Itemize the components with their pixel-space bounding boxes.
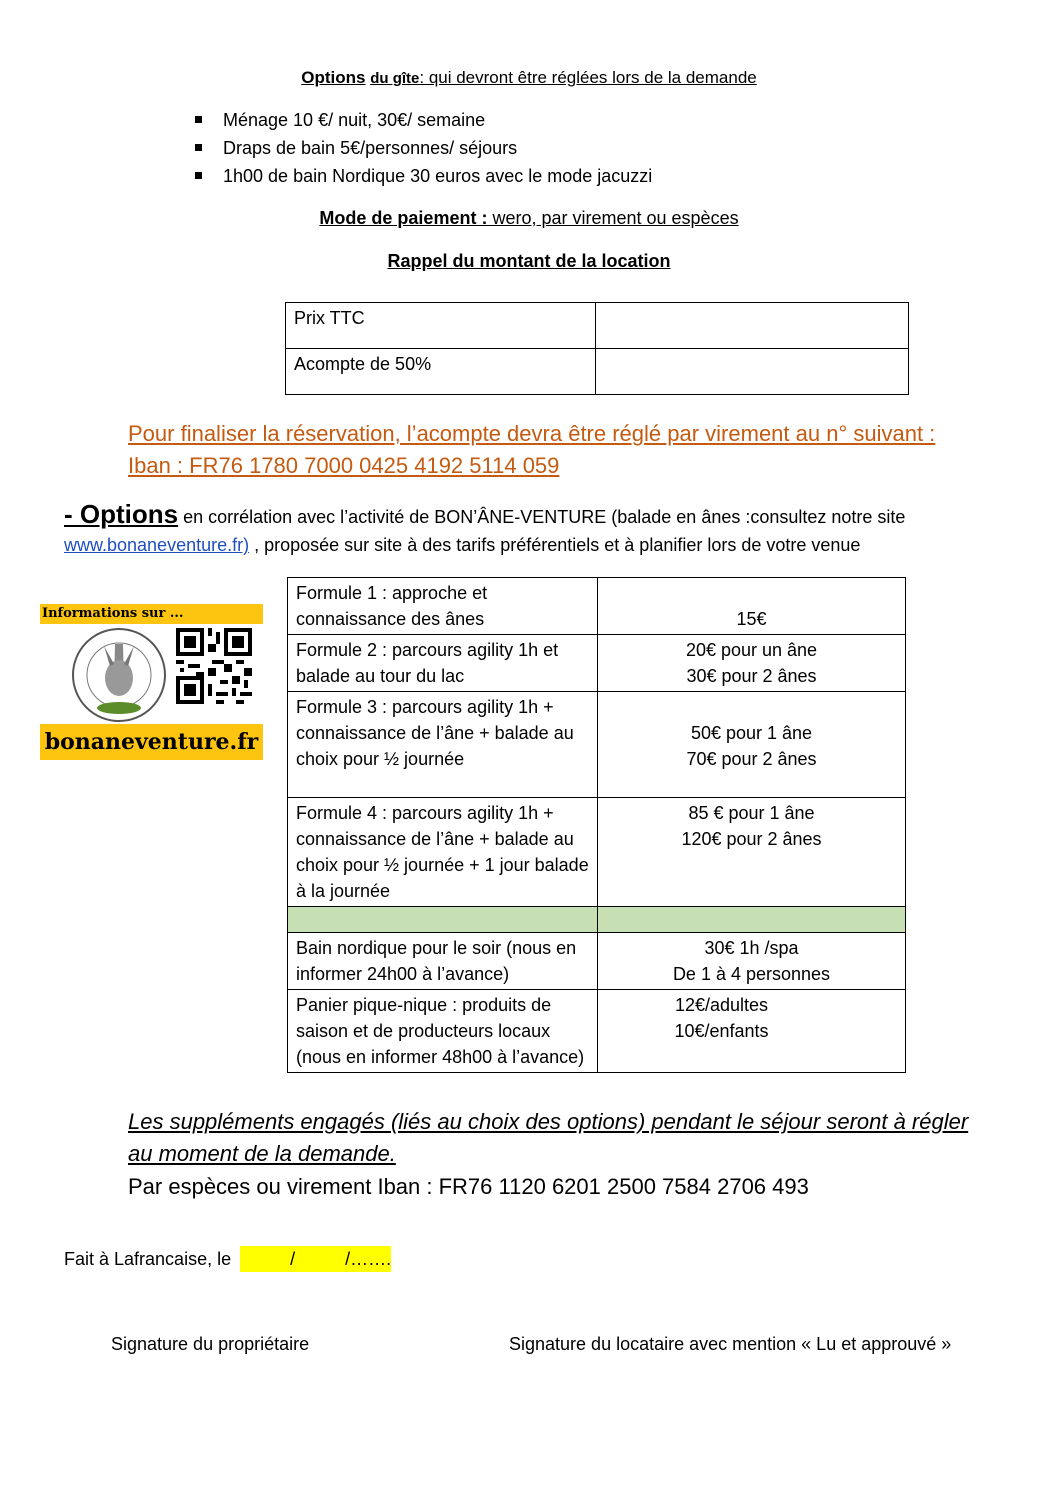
table-row (286, 349, 909, 395)
date-label: Fait à Lafrancaise, le (64, 1249, 232, 1269)
gite-options-title (0, 66, 1058, 91)
supplements-line2: au moment de la demande. (128, 1141, 396, 1166)
formula-price (598, 990, 906, 1073)
activity-text1: en corrélation avec l’activité de BON’ÂNE-VENTURE (balade en ânes :consultez notre site (178, 507, 906, 527)
donkey-emblem-icon (64, 626, 174, 724)
reminder-value (596, 349, 909, 395)
formula-price (598, 635, 906, 692)
payment-label: Mode de paiement : (319, 208, 488, 228)
formula-label: Bain nordique pour le soir (nous en informer 24h00 à l’avance) (288, 933, 598, 990)
formula-label: Formule 4 : parcours agility 1h + connaissance de l’âne + balade au choix pour ½ journée + 1 jour balade à la journée (288, 798, 598, 907)
formula-label: Formule 1 : approche et connaissance des ânes (288, 578, 598, 635)
formula-price (598, 798, 906, 907)
price-line: 50€ pour 1 âne (690, 723, 813, 743)
formula-price (598, 933, 906, 990)
reminder-value (596, 303, 909, 349)
reminder-label: Prix TTC (286, 303, 596, 349)
gite-options-subtitle: : qui devront être réglées lors de la demande (419, 68, 757, 87)
supplements-line3: Par espèces ou virement Iban : FR76 1120 6201 2500 7584 2706 493 (128, 1174, 809, 1199)
formula-price (598, 578, 906, 635)
finalize-line1: Pour finaliser la réservation, l’acompte devra être réglé par virement au n° suivant : (128, 421, 936, 446)
separator-cell (598, 907, 906, 933)
formula-label: Formule 3 : parcours agility 1h + connaissance de l’âne + balade au choix pour ½ journée (288, 692, 598, 798)
logo-bottom-banner: bonaneventure.fr (40, 724, 263, 760)
finalize-line2: Iban : FR76 1780 7000 0425 4192 5114 059 (128, 453, 560, 478)
price-line: 12€/adultes (674, 995, 769, 1015)
price-line: 120€ pour 2 ânes (681, 829, 822, 849)
table-row-separator (288, 907, 906, 933)
activity-text2: , proposée sur site à des tarifs préférentiels et à planifier lors de votre venue (249, 535, 861, 555)
reminder-table (285, 302, 909, 395)
price-line: De 1 à 4 personnes (672, 964, 831, 984)
bonaneventure-logo (40, 604, 263, 760)
formulas-table (287, 577, 906, 1073)
reminder-label: Acompte de 50% (286, 349, 596, 395)
payment-mode (0, 205, 1058, 231)
gite-options-title-main: Options (301, 68, 366, 87)
activity-paragraph (64, 500, 1024, 559)
table-row (288, 933, 906, 990)
price-line (606, 694, 897, 720)
date-field[interactable]: / /……. (240, 1246, 391, 1272)
formula-label: Panier pique-nique : produits de saison et de producteurs locaux (nous en informer 48h00 à l’avance) (288, 990, 598, 1073)
tenant-signature-label: Signature du locataire avec mention « Lu et approuvé » (509, 1334, 952, 1354)
table-row (288, 635, 906, 692)
price-line (606, 580, 897, 606)
table-row (286, 303, 909, 349)
owner-signature-label: Signature du propriétaire (111, 1334, 310, 1354)
website-link[interactable]: www.bonaneventure.fr) (64, 535, 250, 555)
price-line: 30€ 1h /spa (704, 938, 799, 958)
list-item: Draps de bain 5€/personnes/ séjours (193, 134, 893, 162)
table-row (288, 798, 906, 907)
price-line: 70€ pour 2 ânes (686, 749, 817, 769)
reminder-title: Rappel du montant de la location (387, 251, 671, 271)
gite-options-list (193, 106, 893, 190)
payment-value: wero, par virement ou espèces (487, 208, 739, 228)
table-row (288, 578, 906, 635)
formula-price (598, 692, 906, 798)
gite-options-title-sub: du gîte (370, 70, 420, 87)
supplements-line1: Les suppléments engagés (liés au choix des options) pendant le séjour seront à régler (128, 1109, 969, 1134)
price-line: 30€ pour 2 ânes (686, 666, 817, 686)
price-line: 10€/enfants (674, 1021, 769, 1041)
formula-label: Formule 2 : parcours agility 1h et balade au tour du lac (288, 635, 598, 692)
logo-top-banner: Informations sur ... (40, 604, 263, 624)
price-line: 15€ (736, 609, 767, 629)
list-item: 1h00 de bain Nordique 30 euros avec le mode jacuzzi (193, 162, 893, 190)
activity-heading: - Options (64, 499, 179, 529)
table-row (288, 692, 906, 798)
date-line (64, 1246, 391, 1272)
list-item: Ménage 10 €/ nuit, 30€/ semaine (193, 106, 893, 134)
separator-cell (288, 907, 598, 933)
price-line: 85 € pour 1 âne (688, 803, 815, 823)
price-line: 20€ pour un âne (685, 640, 818, 660)
qr-code-icon (176, 628, 252, 704)
table-row (288, 990, 906, 1073)
